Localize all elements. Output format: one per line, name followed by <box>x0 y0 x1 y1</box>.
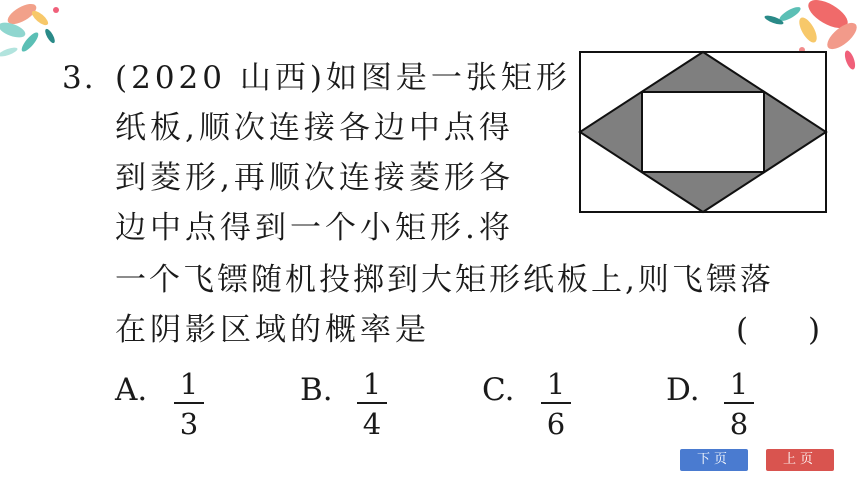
answer-paren-close: ) <box>808 312 821 348</box>
option-c-denominator: 6 <box>546 407 566 441</box>
question-line-2: 纸板,顺次连接各边中点得 <box>115 110 514 146</box>
option-b-letter: B. <box>300 372 333 408</box>
option-b-numerator: 1 <box>362 367 382 401</box>
question-line-4: 边中点得到一个小矩形.将 <box>115 210 514 246</box>
fraction-bar <box>357 402 387 404</box>
next-page-button[interactable]: 下页 <box>680 449 748 471</box>
option-c-fraction <box>541 368 571 440</box>
rectangle-rhombus-figure <box>578 50 830 216</box>
inner-rectangle <box>642 92 764 172</box>
option-a-denominator: 3 <box>179 407 199 441</box>
option-a-letter: A. <box>115 372 148 408</box>
question-line-6: 在阴影区域的概率是 <box>115 312 430 348</box>
option-b-denominator: 4 <box>362 407 382 441</box>
fraction-bar <box>174 402 204 404</box>
option-a-fraction <box>174 368 204 440</box>
question-line-1: (2020 山西)如图是一张矩形 <box>115 60 571 96</box>
option-c-letter: C. <box>482 372 515 408</box>
question-number: 3. <box>62 60 96 96</box>
question-line-5: 一个飞镖随机投掷到大矩形纸板上,则飞镖落 <box>115 262 774 298</box>
option-d-denominator: 8 <box>729 407 749 441</box>
option-d-letter: D. <box>666 372 700 408</box>
option-d-numerator: 1 <box>729 367 749 401</box>
option-d-fraction <box>724 368 754 440</box>
answer-paren-open: ( <box>736 312 749 348</box>
option-b-fraction <box>357 368 387 440</box>
previous-page-button[interactable]: 上页 <box>766 449 834 471</box>
fraction-bar <box>541 402 571 404</box>
question-line-3: 到菱形,再顺次连接菱形各 <box>115 160 514 196</box>
option-c-numerator: 1 <box>546 367 566 401</box>
fraction-bar <box>724 402 754 404</box>
option-a-numerator: 1 <box>179 367 199 401</box>
